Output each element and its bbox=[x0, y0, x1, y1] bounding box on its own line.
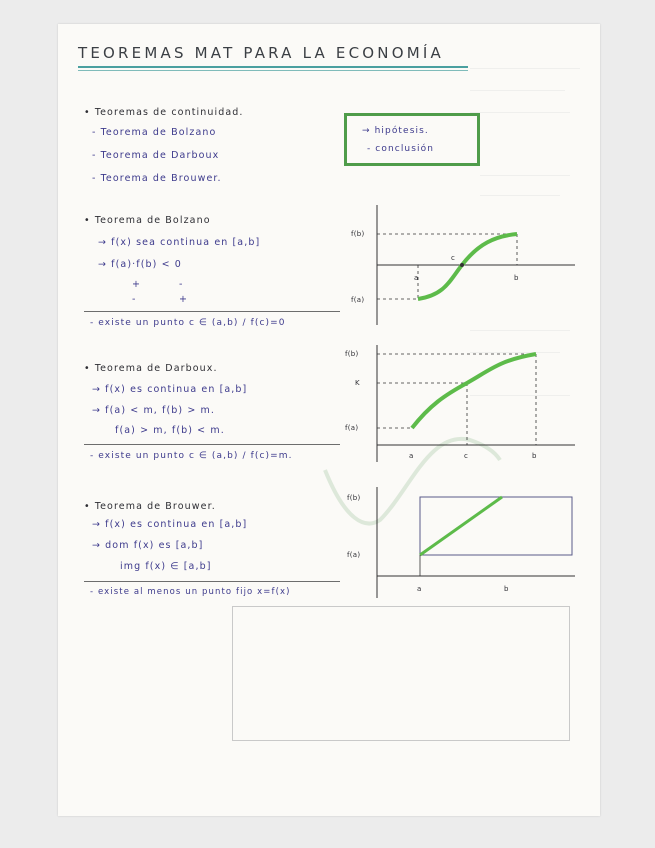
bolzano-root-point bbox=[460, 263, 464, 267]
continuity-item-darboux: - Teorema de Darboux bbox=[92, 150, 220, 161]
bolzano-label-fa: f(a) bbox=[351, 296, 365, 304]
bolzano-sign-1a: + bbox=[132, 279, 142, 290]
darboux-label-c: c bbox=[464, 452, 469, 460]
brouwer-hypothesis-2: → dom f(x) es [a,b] bbox=[92, 540, 204, 551]
darboux-graph bbox=[377, 345, 575, 462]
darboux-label-k: K bbox=[355, 379, 360, 387]
page-title: TEOREMAS MAT PARA LA ECONOMÍA bbox=[78, 44, 444, 62]
bolzano-curve bbox=[418, 234, 517, 299]
bolzano-label-fb: f(b) bbox=[351, 230, 365, 238]
brouwer-conclusion: - existe al menos un punto fijo x=f(x) bbox=[90, 587, 291, 597]
darboux-hypothesis-1: → f(x) es continua en [a,b] bbox=[92, 384, 248, 395]
darboux-hypothesis-2: → f(a) < m, f(b) > m. bbox=[92, 405, 216, 416]
darboux-curve bbox=[412, 354, 536, 428]
bolzano-hypothesis-2: → f(a)·f(b) < 0 bbox=[98, 259, 182, 270]
bolzano-label-c: c bbox=[451, 254, 456, 262]
continuity-heading: • Teoremas de continuidad. bbox=[84, 107, 244, 118]
brouwer-label-fb: f(b) bbox=[347, 494, 361, 502]
brouwer-hypothesis-1: → f(x) es continua en [a,b] bbox=[92, 519, 248, 530]
bolzano-label-b: b bbox=[514, 274, 519, 282]
legend-hypothesis: → hipótesis. bbox=[362, 126, 429, 136]
bolzano-conclusion: - existe un punto c ∈ (a,b) / f(c)=0 bbox=[90, 318, 286, 328]
darboux-conclusion: - existe un punto c ∈ (a,b) / f(c)=m. bbox=[90, 451, 293, 461]
brouwer-heading: • Teorema de Brouwer. bbox=[84, 501, 216, 512]
brouwer-hypothesis-3: img f(x) ∈ [a,b] bbox=[120, 561, 212, 572]
darboux-label-fa: f(a) bbox=[345, 424, 359, 432]
bolzano-sign-1b: - bbox=[179, 279, 184, 290]
bolzano-graph bbox=[377, 205, 575, 325]
darboux-hypothesis-3: f(a) > m, f(b) < m. bbox=[115, 425, 225, 436]
brouwer-label-b: b bbox=[504, 585, 509, 593]
bolzano-hypothesis-1: → f(x) sea continua en [a,b] bbox=[98, 237, 261, 248]
darboux-label-b: b bbox=[532, 452, 537, 460]
bolzano-sign-2b: + bbox=[179, 294, 189, 305]
legend-conclusion: - conclusión bbox=[367, 144, 435, 154]
darboux-heading: • Teorema de Darboux. bbox=[84, 363, 218, 374]
brouwer-function bbox=[420, 497, 502, 555]
bolzano-sign-2a: - bbox=[132, 294, 137, 305]
brouwer-label-fa: f(a) bbox=[347, 551, 361, 559]
brouwer-graph bbox=[377, 487, 575, 598]
continuity-item-brouwer: - Teorema de Brouwer. bbox=[92, 173, 222, 184]
bolzano-heading: • Teorema de Bolzano bbox=[84, 215, 211, 226]
darboux-label-a: a bbox=[409, 452, 414, 460]
continuity-item-bolzano: - Teorema de Bolzano bbox=[92, 127, 217, 138]
brouwer-label-a: a bbox=[417, 585, 422, 593]
brouwer-box bbox=[420, 497, 572, 555]
bolzano-label-a: a bbox=[414, 274, 419, 282]
darboux-label-fb: f(b) bbox=[345, 350, 359, 358]
